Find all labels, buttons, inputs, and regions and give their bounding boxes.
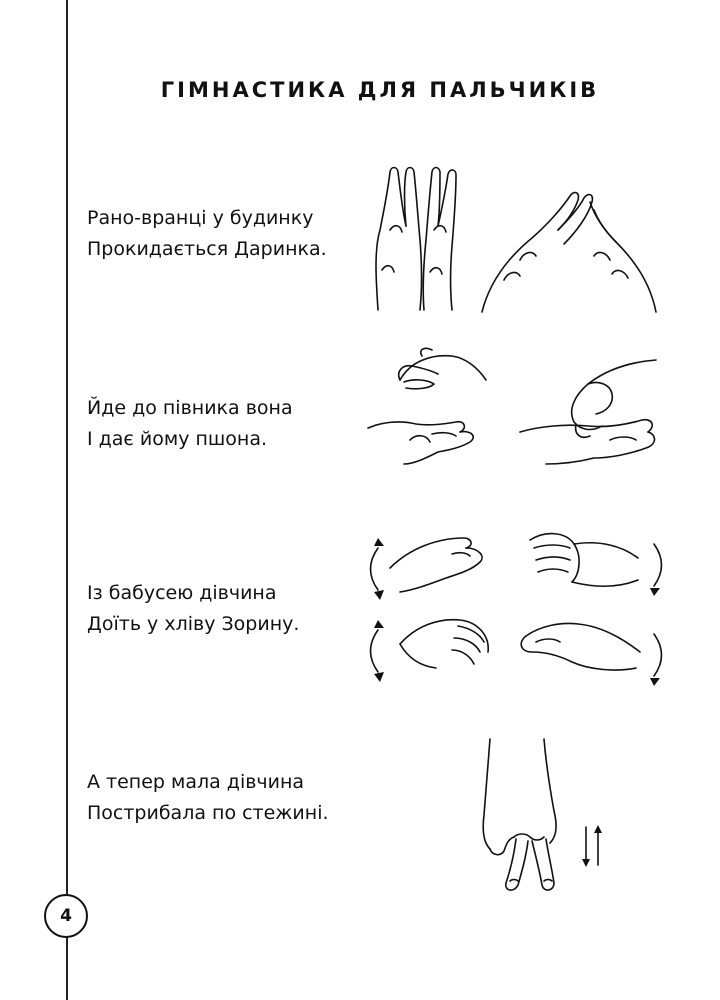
walking-fingers-illustration [470, 735, 620, 895]
stanza-2 [87, 393, 293, 455]
stanza-4-line-1: А тепер мала дівчина [87, 771, 305, 793]
page-title: ГІМНАСТИКА ДЛЯ ПАЛЬЧИКІВ [160, 78, 600, 102]
stanza-3-line-2: Доїть у хліву Зорину. [87, 613, 300, 635]
hands-together-illustration [370, 160, 670, 320]
stanza-3-line-1: Із бабусею дівчина [87, 582, 277, 604]
stanza-1-line-1: Рано-вранці у будинку [87, 207, 314, 229]
stanza-2-line-2: І дає йому пшона. [87, 428, 268, 450]
stanza-2-line-1: Йде до півника вона [87, 397, 293, 419]
stanza-1 [87, 203, 327, 265]
margin-line [66, 0, 68, 1000]
page-number: 4 [44, 894, 88, 938]
feeding-gesture-illustration [360, 340, 670, 480]
stanza-4 [87, 767, 329, 829]
milking-gesture-illustration [360, 518, 670, 688]
stanza-3 [87, 578, 299, 640]
stanza-4-line-2: Пострибала по стежині. [87, 802, 329, 824]
stanza-1-line-2: Прокидається Даринка. [87, 238, 327, 260]
